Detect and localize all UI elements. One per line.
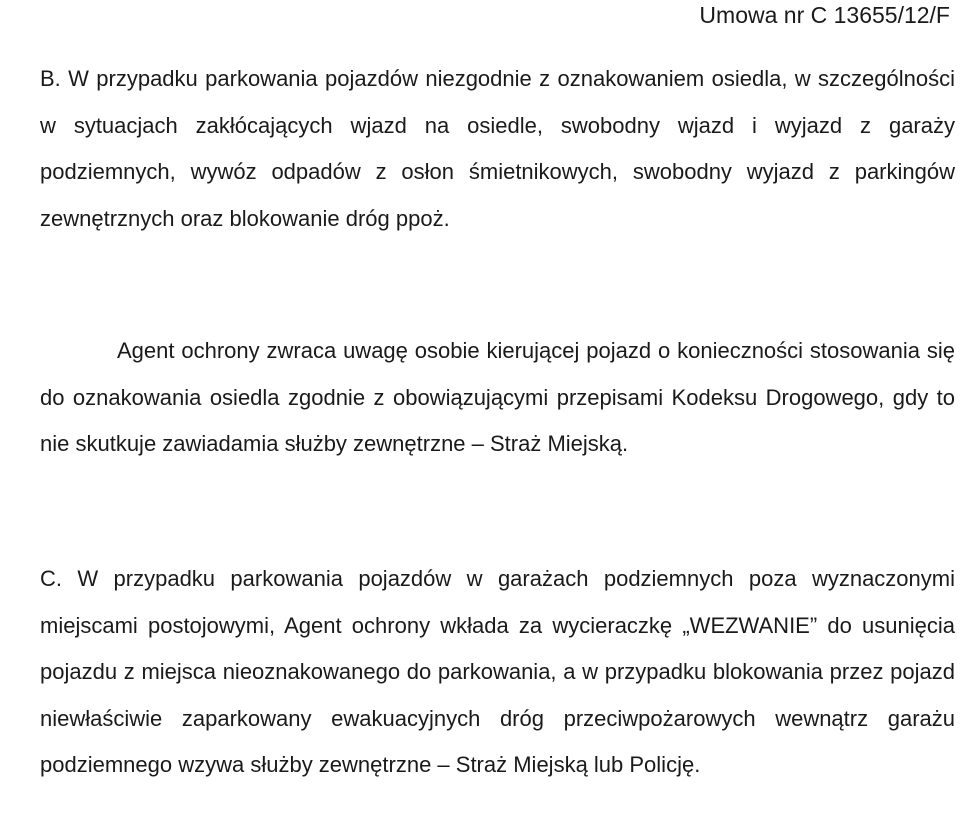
section-c-paragraph: C. W przypadku parkowania pojazdów w garażach podziemnych poza wyznaczonymi miejscami postojowymi, Agent ochrony wkłada za wycieraczkę „WEZWANIE” do usunięcia pojazdu z miejsca nieoznakowanego do parkowania, a w przypadku blokowania przez pojazd niewłaściwie zaparkowany ewakuacyjnych dróg przeciwpożarowych wewnątrz garażu podziemnego wzywa służby zewnętrzne – Straż Miejską lub Policję.: [40, 566, 955, 777]
section-b-agent-paragraph: Agent ochrony zwraca uwagę osobie kierującej pojazd o konieczności stosowania się do oznakowania osiedla zgodnie z obowiązującymi przepisami Kodeksu Drogowego, gdy to nie skutkuje zawiadamia służby zewnętrzne – Straż Miejską.: [40, 338, 955, 456]
section-b-paragraph: B. W przypadku parkowania pojazdów niezgodnie z oznakowaniem osiedla, w szczególności w sytuacjach zakłócających wjazd na osiedle, swobodny wjazd i wyjazd z garaży podziemnych, wywóz odpadów z osłon śmietnikowych, swobodny wyjazd z parkingów zewnętrznych oraz blokowanie dróg ppoż.: [40, 66, 955, 231]
agreement-number-header: Umowa nr C 13655/12/F: [699, 2, 950, 28]
